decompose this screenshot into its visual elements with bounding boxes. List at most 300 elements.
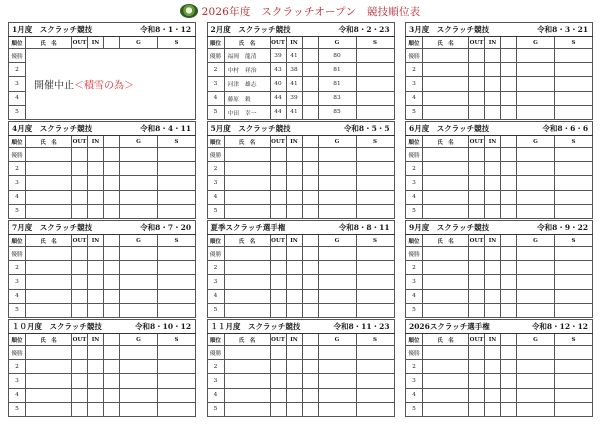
rank-cell: 3 (406, 275, 423, 289)
in-score (286, 289, 302, 303)
out-score (72, 374, 88, 388)
column-header: G (517, 37, 555, 49)
in-score: 41 (286, 49, 302, 63)
player-name: 藤原 穀 (224, 91, 270, 105)
card-title: １０月度 スクラッチ競技 (12, 322, 102, 331)
in-score (485, 303, 501, 317)
table-row (406, 190, 593, 204)
rank-cell: 2 (9, 261, 26, 275)
blank-cell (104, 374, 120, 388)
column-header: S (356, 235, 394, 247)
in-score (485, 162, 501, 176)
player-name (26, 247, 72, 261)
blank-cell (104, 261, 120, 275)
table-row (406, 247, 593, 261)
in-score (485, 105, 501, 119)
table-row (406, 346, 593, 360)
blank-cell (501, 190, 517, 204)
club-logo-icon (180, 4, 198, 18)
out-score (270, 289, 286, 303)
rank-cell: 5 (9, 402, 26, 416)
gross-score (517, 360, 555, 374)
column-header (501, 235, 517, 247)
score-s (356, 346, 394, 360)
gross-score (517, 303, 555, 317)
in-score (485, 77, 501, 91)
score-s (158, 247, 196, 261)
player-name (224, 388, 270, 402)
in-score (485, 261, 501, 275)
blank-cell (302, 77, 318, 91)
rank-cell: 4 (406, 190, 423, 204)
gross-score (318, 360, 356, 374)
blank-cell (302, 190, 318, 204)
cancellation-notice (26, 49, 196, 120)
rank-cell: 4 (406, 91, 423, 105)
table-row (207, 105, 394, 119)
column-header: OUT (270, 136, 286, 148)
player-name (423, 374, 469, 388)
column-header: G (318, 235, 356, 247)
result-card (8, 220, 196, 318)
out-score (469, 261, 485, 275)
player-name (224, 162, 270, 176)
gross-score (517, 275, 555, 289)
in-score (286, 247, 302, 261)
card-title: 6月度 スクラッチ競技 (409, 124, 490, 133)
player-name (423, 346, 469, 360)
gross-score (318, 204, 356, 218)
card-date: 令和8・2・23 (338, 25, 390, 34)
rank-cell: 4 (9, 91, 26, 105)
out-score (270, 148, 286, 162)
table-row (207, 91, 394, 105)
score-s (158, 275, 196, 289)
gross-score (318, 402, 356, 416)
rank-cell: 4 (9, 289, 26, 303)
table-row (207, 289, 394, 303)
column-header (501, 334, 517, 346)
gross-score (517, 91, 555, 105)
gross-score (517, 247, 555, 261)
in-score (286, 176, 302, 190)
column-header: 順位 (207, 235, 224, 247)
column-header: S (356, 136, 394, 148)
out-score (72, 402, 88, 416)
gross-score (120, 148, 158, 162)
card-date: 令和8・11・23 (333, 322, 390, 331)
gross-score (517, 190, 555, 204)
in-score (485, 204, 501, 218)
rank-cell: 3 (207, 77, 224, 91)
score-s (555, 162, 593, 176)
player-name (423, 105, 469, 119)
out-score (72, 190, 88, 204)
player-name (423, 275, 469, 289)
column-header: OUT (72, 334, 88, 346)
column-header: S (555, 334, 593, 346)
in-score (88, 303, 104, 317)
blank-cell (501, 275, 517, 289)
column-header: S (555, 136, 593, 148)
in-score (286, 162, 302, 176)
in-score (485, 148, 501, 162)
rank-cell: 2 (406, 261, 423, 275)
blank-cell (104, 162, 120, 176)
column-header: IN (286, 334, 302, 346)
out-score: 40 (270, 77, 286, 91)
in-score (485, 289, 501, 303)
out-score (270, 346, 286, 360)
gross-score (517, 148, 555, 162)
blank-cell (104, 148, 120, 162)
column-header: 氏 名 (423, 334, 469, 346)
cancel-text: 開催中止 (34, 80, 74, 92)
gross-score (120, 190, 158, 204)
column-header: 順位 (207, 136, 224, 148)
table-row (207, 190, 394, 204)
table-row (9, 247, 196, 261)
rank-cell: 3 (207, 275, 224, 289)
out-score: 44 (270, 91, 286, 105)
column-header (501, 37, 517, 49)
player-name (224, 402, 270, 416)
score-s (356, 63, 394, 77)
out-score (469, 148, 485, 162)
in-score (286, 374, 302, 388)
table-row (9, 303, 196, 317)
table-row (207, 148, 394, 162)
score-s (356, 360, 394, 374)
rank-cell: 優勝 (207, 148, 224, 162)
column-header: IN (286, 136, 302, 148)
gross-score (318, 303, 356, 317)
column-header: 氏 名 (26, 334, 72, 346)
gross-score (517, 63, 555, 77)
gross-score (318, 176, 356, 190)
in-score (286, 360, 302, 374)
blank-cell (302, 247, 318, 261)
card-title: 1月度 スクラッチ競技 (12, 25, 93, 34)
in-score (88, 360, 104, 374)
player-name (423, 148, 469, 162)
in-score (485, 63, 501, 77)
rank-cell: 5 (406, 303, 423, 317)
rank-cell: 5 (406, 204, 423, 218)
in-score (485, 374, 501, 388)
in-score (286, 388, 302, 402)
in-score (88, 190, 104, 204)
rank-cell: 4 (207, 289, 224, 303)
column-header (104, 37, 120, 49)
rank-cell: 5 (9, 303, 26, 317)
score-s (555, 388, 593, 402)
rank-cell: 5 (207, 402, 224, 416)
player-name (423, 303, 469, 317)
score-s (555, 247, 593, 261)
out-score (270, 162, 286, 176)
in-score (286, 346, 302, 360)
out-score (469, 303, 485, 317)
player-name (224, 148, 270, 162)
result-card (8, 121, 196, 219)
column-header: IN (286, 235, 302, 247)
table-row (207, 204, 394, 218)
score-s (158, 148, 196, 162)
table-row (406, 204, 593, 218)
column-header: G (120, 235, 158, 247)
out-score (270, 247, 286, 261)
player-name (224, 204, 270, 218)
table-row (207, 360, 394, 374)
out-score (469, 77, 485, 91)
column-header: IN (88, 334, 104, 346)
gross-score (120, 388, 158, 402)
player-name (26, 346, 72, 360)
score-s (555, 303, 593, 317)
player-name: 中田 幸一 (224, 105, 270, 119)
gross-score (120, 247, 158, 261)
in-score (286, 190, 302, 204)
rank-cell: 5 (207, 105, 224, 119)
score-s (356, 247, 394, 261)
score-s (356, 303, 394, 317)
table-row (207, 176, 394, 190)
result-card (207, 319, 395, 417)
player-name (423, 162, 469, 176)
in-score (286, 303, 302, 317)
score-s (356, 77, 394, 91)
column-header: 氏 名 (224, 334, 270, 346)
gross-score (120, 360, 158, 374)
score-s (158, 402, 196, 416)
blank-cell (302, 388, 318, 402)
result-card (207, 220, 395, 318)
column-header: 順位 (406, 235, 423, 247)
column-header: 順位 (9, 37, 26, 49)
result-card (207, 22, 395, 120)
out-score (72, 346, 88, 360)
score-s (555, 190, 593, 204)
table-row (207, 275, 394, 289)
card-title: 3月度 スクラッチ競技 (409, 25, 490, 34)
in-score (88, 374, 104, 388)
score-s (356, 148, 394, 162)
column-header (501, 136, 517, 148)
rank-cell: 3 (9, 275, 26, 289)
table-row (406, 388, 593, 402)
player-name (423, 190, 469, 204)
page-title: 2026年度 スクラッチオープン 競技順位表 (201, 5, 421, 18)
in-score (286, 261, 302, 275)
score-s (356, 261, 394, 275)
blank-cell (501, 247, 517, 261)
column-header: S (356, 334, 394, 346)
column-header: G (517, 235, 555, 247)
column-header: 順位 (207, 334, 224, 346)
gross-score (318, 289, 356, 303)
in-score (88, 289, 104, 303)
in-score (485, 176, 501, 190)
blank-cell (302, 204, 318, 218)
column-header: 氏 名 (26, 136, 72, 148)
result-card (405, 22, 593, 120)
table-row (9, 402, 196, 416)
score-s (555, 77, 593, 91)
blank-cell (501, 303, 517, 317)
out-score (469, 275, 485, 289)
score-s (555, 49, 593, 63)
result-card (405, 319, 593, 417)
gross-score (318, 374, 356, 388)
column-header: G (120, 136, 158, 148)
table-row (406, 275, 593, 289)
score-s (555, 204, 593, 218)
column-header: IN (88, 37, 104, 49)
player-name (423, 204, 469, 218)
player-name (423, 261, 469, 275)
out-score (72, 289, 88, 303)
out-score (72, 388, 88, 402)
blank-cell (104, 247, 120, 261)
gross-score (318, 346, 356, 360)
card-title: 2026スクラッチ選手権 (409, 322, 490, 331)
blank-cell (104, 275, 120, 289)
table-row (207, 162, 394, 176)
gross-score (517, 204, 555, 218)
player-name (26, 261, 72, 275)
gross-score (318, 261, 356, 275)
out-score (469, 402, 485, 416)
column-header: OUT (72, 37, 88, 49)
card-date: 令和8・9・22 (537, 223, 589, 232)
player-name (26, 190, 72, 204)
rank-cell: 2 (207, 360, 224, 374)
table-row (207, 402, 394, 416)
result-card (405, 121, 593, 219)
gross-score (120, 374, 158, 388)
blank-cell (302, 289, 318, 303)
table-row (9, 176, 196, 190)
gross-score (120, 261, 158, 275)
table-row (207, 346, 394, 360)
rank-cell: 2 (207, 63, 224, 77)
table-row (9, 49, 196, 63)
player-name (224, 289, 270, 303)
rank-cell: 4 (207, 190, 224, 204)
rank-cell: 3 (9, 77, 26, 91)
gross-score (517, 105, 555, 119)
table-row (207, 77, 394, 91)
card-date: 令和8・7・20 (140, 223, 192, 232)
player-name (224, 360, 270, 374)
table-row (9, 360, 196, 374)
blank-cell (104, 176, 120, 190)
score-s (555, 91, 593, 105)
out-score (469, 105, 485, 119)
player-name: 河津 雄志 (224, 77, 270, 91)
player-name (26, 275, 72, 289)
rank-cell: 優勝 (207, 49, 224, 63)
blank-cell (501, 402, 517, 416)
out-score: 44 (270, 105, 286, 119)
blank-cell (302, 63, 318, 77)
table-row (9, 346, 196, 360)
out-score: 43 (270, 63, 286, 77)
score-s (158, 360, 196, 374)
table-row (406, 176, 593, 190)
out-score (469, 388, 485, 402)
column-header: 氏 名 (423, 37, 469, 49)
column-header: G (120, 334, 158, 346)
column-header: 氏 名 (423, 136, 469, 148)
rank-cell: 優勝 (207, 247, 224, 261)
blank-cell (302, 402, 318, 416)
column-header: 氏 名 (26, 235, 72, 247)
card-date: 令和8・12・12 (531, 322, 589, 331)
rank-cell: 3 (406, 374, 423, 388)
in-score: 38 (286, 63, 302, 77)
rank-cell: 優勝 (9, 49, 26, 63)
table-row (406, 261, 593, 275)
rank-cell: 4 (207, 388, 224, 402)
score-s (555, 289, 593, 303)
player-name (423, 360, 469, 374)
in-score (485, 360, 501, 374)
column-header: G (517, 334, 555, 346)
in-score: 41 (286, 105, 302, 119)
score-s (158, 176, 196, 190)
cancel-reason: ＜積雪の為＞ (74, 80, 134, 92)
out-score (469, 346, 485, 360)
in-score (88, 162, 104, 176)
table-row (406, 49, 593, 63)
out-score (270, 176, 286, 190)
score-s (356, 204, 394, 218)
rank-cell: 5 (406, 105, 423, 119)
rank-cell: 2 (9, 162, 26, 176)
rank-cell: 4 (207, 91, 224, 105)
in-score (88, 346, 104, 360)
blank-cell (501, 346, 517, 360)
player-name (26, 148, 72, 162)
card-date: 令和8・1・12 (140, 25, 192, 34)
table-row (406, 360, 593, 374)
score-s (555, 402, 593, 416)
in-score (485, 247, 501, 261)
player-name (224, 303, 270, 317)
score-s (356, 176, 394, 190)
blank-cell (501, 374, 517, 388)
gross-score: 81 (318, 77, 356, 91)
player-name (423, 77, 469, 91)
blank-cell (501, 148, 517, 162)
out-score (72, 360, 88, 374)
blank-cell (501, 360, 517, 374)
table-row (9, 162, 196, 176)
rank-cell: 優勝 (406, 49, 423, 63)
table-row (9, 148, 196, 162)
table-row (9, 289, 196, 303)
player-name (224, 346, 270, 360)
table-row (207, 49, 394, 63)
in-score (286, 148, 302, 162)
blank-cell (104, 303, 120, 317)
column-header: S (158, 235, 196, 247)
blank-cell (104, 204, 120, 218)
in-score (88, 204, 104, 218)
column-header: OUT (469, 334, 485, 346)
